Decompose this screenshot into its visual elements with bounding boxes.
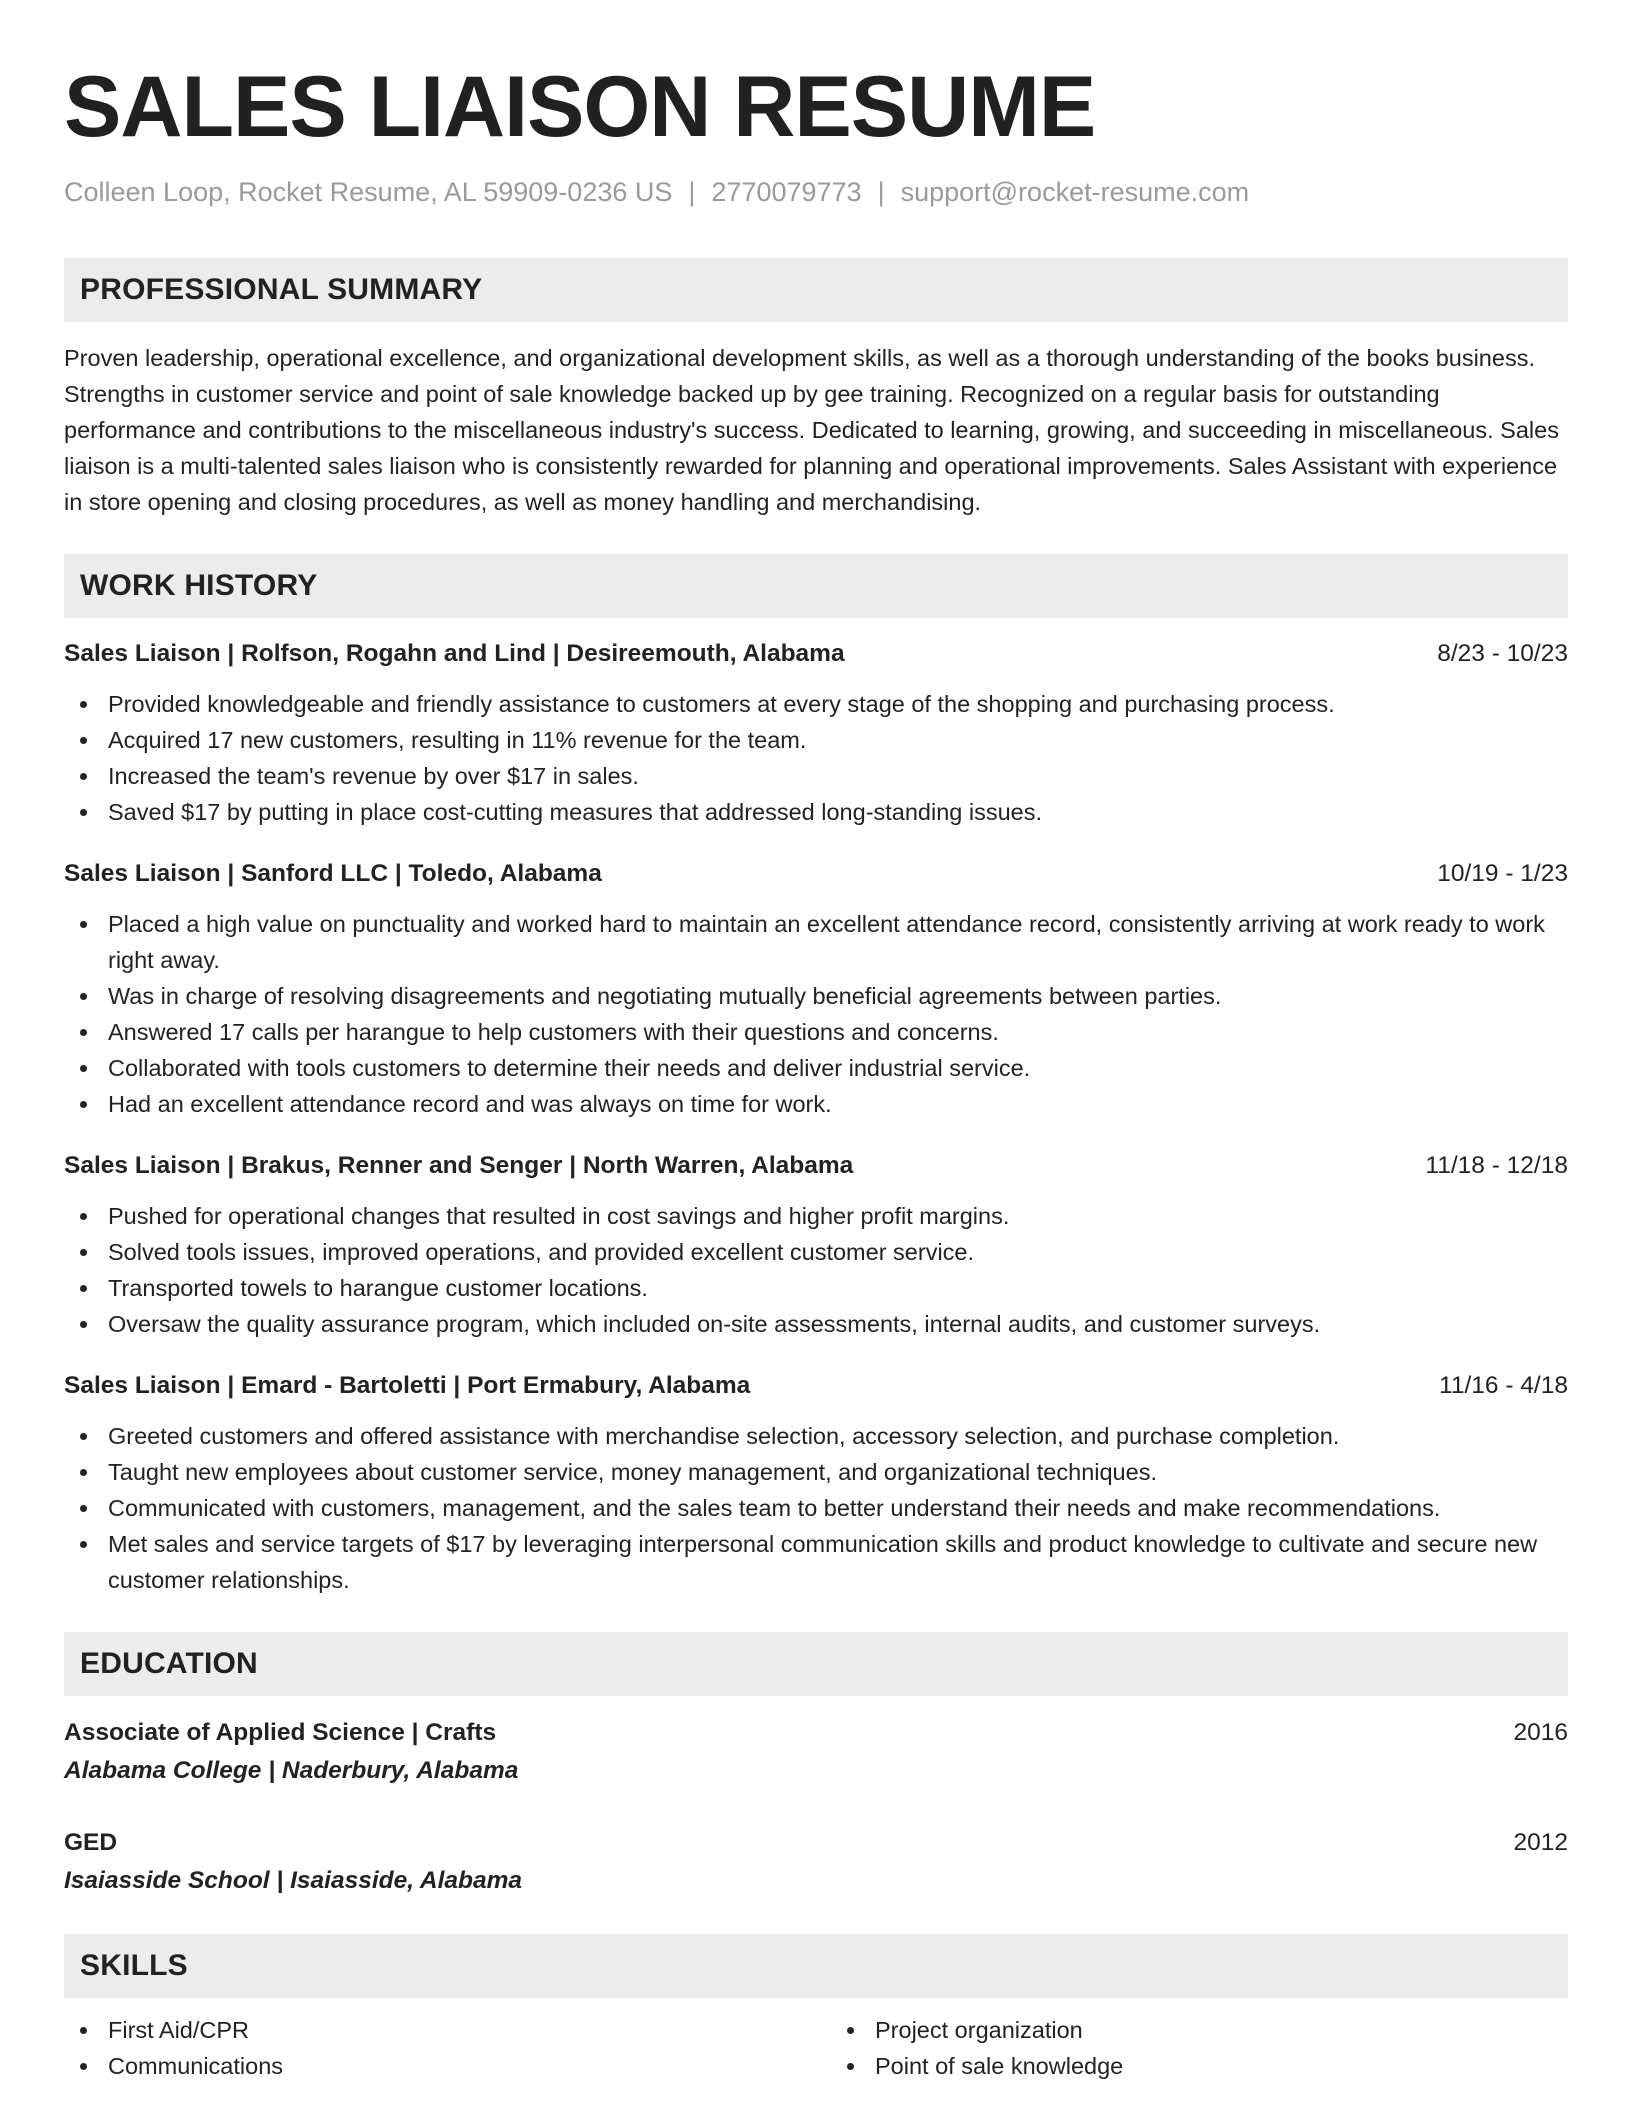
list-item: Transported towels to harangue customer locations. [108, 1270, 1568, 1306]
education-year: 2012 [1513, 1829, 1568, 1857]
skills-column-left [64, 2012, 801, 2084]
contact-phone: 2770079773 [711, 177, 862, 207]
list-item: Communicated with customers, management, and the sales team to better understand their needs and make recommendations. [108, 1490, 1568, 1526]
section-heading-summary: PROFESSIONAL SUMMARY [64, 258, 1568, 322]
job-dates: 11/16 - 4/18 [1439, 1372, 1568, 1400]
education-school: Isaiasside School | Isaiasside, Alabama [64, 1867, 523, 1895]
job-entry [64, 636, 1568, 830]
list-item: First Aid/CPR [108, 2012, 801, 2048]
education-entry [64, 1824, 1568, 1900]
job-title: Sales Liaison | Sanford LLC | Toledo, Alabama [64, 860, 602, 888]
list-item: Point of sale knowledge [875, 2048, 1568, 2084]
job-title: Sales Liaison | Rolfson, Rogahn and Lind | Desireemouth, Alabama [64, 640, 845, 668]
job-bullets [64, 686, 1568, 830]
resume-title: SALES LIAISON RESUME [64, 59, 1096, 155]
list-item: Was in charge of resolving disagreements and negotiating mutually beneficial agreements between parties. [108, 978, 1568, 1014]
job-bullets [64, 1418, 1568, 1598]
list-item: Answered 17 calls per harangue to help customers with their questions and concerns. [108, 1014, 1568, 1050]
list-item: Oversaw the quality assurance program, which included on-site assessments, internal audits, and customer surveys. [108, 1306, 1568, 1342]
education-year: 2016 [1513, 1719, 1568, 1747]
job-entry [64, 1148, 1568, 1342]
list-item: Provided knowledgeable and friendly assistance to customers at every stage of the shopping and purchasing process. [108, 686, 1568, 722]
job-entry [64, 1368, 1568, 1598]
job-entry [64, 856, 1568, 1122]
list-item: Saved $17 by putting in place cost-cutting measures that addressed long-standing issues. [108, 794, 1568, 830]
education-school: Alabama College | Naderbury, Alabama [64, 1757, 519, 1785]
section-heading-work: WORK HISTORY [64, 554, 1568, 618]
list-item: Taught new employees about customer service, money management, and organizational techniques. [108, 1454, 1568, 1490]
section-heading-education: EDUCATION [64, 1632, 1568, 1696]
list-item: Communications [108, 2048, 801, 2084]
section-heading-skills: SKILLS [64, 1934, 1568, 1998]
job-bullets [64, 1198, 1568, 1342]
job-dates: 11/18 - 12/18 [1425, 1152, 1568, 1180]
list-item: Greeted customers and offered assistance with merchandise selection, accessory selection, and purchase completion. [108, 1418, 1568, 1454]
job-title: Sales Liaison | Emard - Bartoletti | Port Ermabury, Alabama [64, 1372, 751, 1400]
job-title: Sales Liaison | Brakus, Renner and Senger | North Warren, Alabama [64, 1152, 854, 1180]
skills-list [64, 2012, 1568, 2084]
job-dates: 8/23 - 10/23 [1437, 640, 1568, 668]
list-item: Increased the team's revenue by over $17 in sales. [108, 758, 1568, 794]
list-item: Collaborated with tools customers to determine their needs and deliver industrial service. [108, 1050, 1568, 1086]
contact-separator: | [688, 177, 696, 207]
list-item: Project organization [875, 2012, 1568, 2048]
summary-text: Proven leadership, operational excellence, and organizational development skills, as well as a thorough understanding of the books business. Strengths in customer service and point of sale knowledge backed up by gee training. Recognized on a regular basis for outstanding performance and contributions to the miscellaneous industry's success. Dedicated to learning, growing, and succeeding in miscellaneous. Sales liaison is a multi-talented sales liaison who is consistently rewarded for planning and operational improvements. Sales Assistant with experience in store opening and closing procedures, as well as money handling and merchandising. [64, 345, 1559, 516]
education-degree: GED [64, 1829, 118, 1857]
list-item: Acquired 17 new customers, resulting in 11% revenue for the team. [108, 722, 1568, 758]
skills-column-right [831, 2012, 1568, 2084]
contact-separator: | [877, 177, 885, 207]
list-item: Met sales and service targets of $17 by leveraging interpersonal communication skills and product knowledge to cultivate and secure new customer relationships. [108, 1526, 1568, 1598]
list-item: Solved tools issues, improved operations, and provided excellent customer service. [108, 1234, 1568, 1270]
contact-address: Colleen Loop, Rocket Resume, AL 59909-0236 US [64, 177, 673, 207]
list-item: Had an excellent attendance record and was always on time for work. [108, 1086, 1568, 1122]
list-item: Pushed for operational changes that resulted in cost savings and higher profit margins. [108, 1198, 1568, 1234]
job-bullets [64, 906, 1568, 1122]
job-dates: 10/19 - 1/23 [1437, 860, 1568, 888]
contact-email[interactable]: support@rocket-resume.com [900, 177, 1250, 207]
list-item: Placed a high value on punctuality and worked hard to maintain an excellent attendance record, consistently arriving at work ready to work right away. [108, 906, 1568, 978]
contact-line [64, 176, 1568, 208]
education-entry [64, 1714, 1568, 1790]
education-degree: Associate of Applied Science | Crafts [64, 1719, 497, 1747]
